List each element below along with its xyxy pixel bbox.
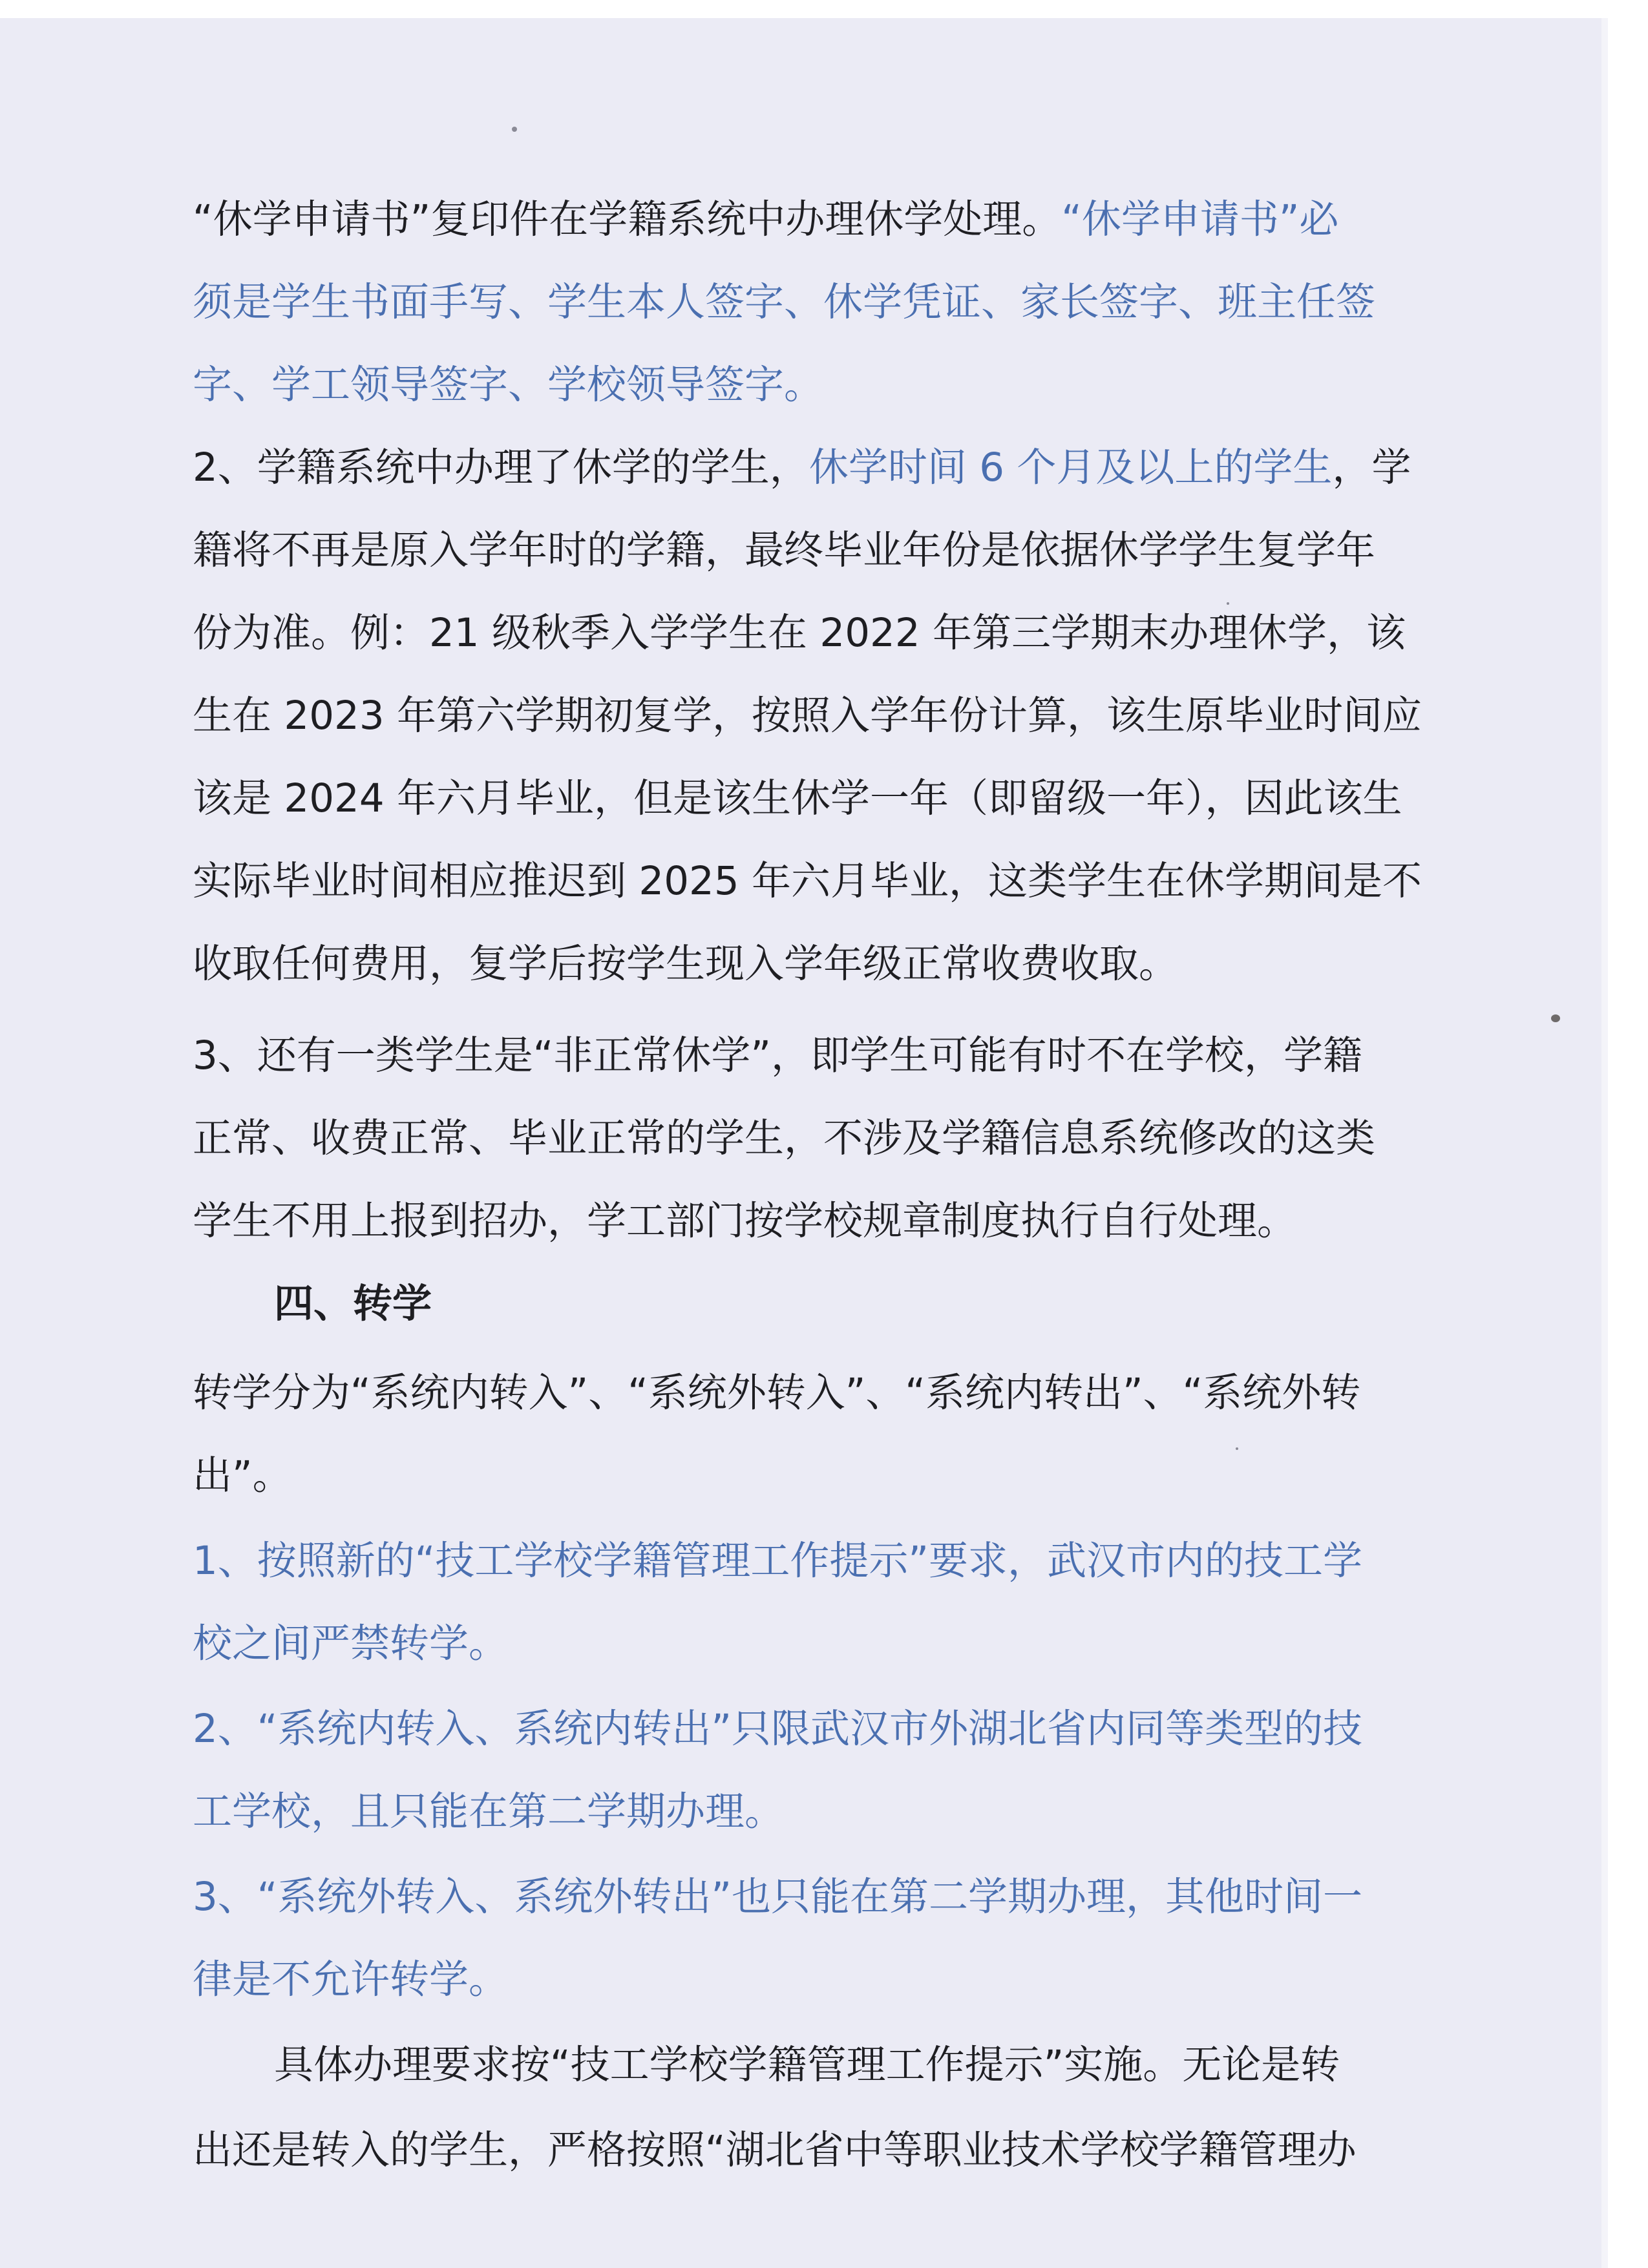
text-line-10	[193, 938, 1178, 990]
text-segment-highlight: 工学校，且只能在第二学期办理。	[193, 1789, 785, 1834]
text-line-20	[193, 1786, 784, 1838]
text-segment: 转学分为“系统内转入”、“系统外转入”、“系统内转出”、“系统外转	[193, 1370, 1361, 1416]
text-segment: 收取任何费用，复学后按学生现入学年级正常收费收取。	[193, 941, 1179, 987]
text-segment: 正常、收费正常、毕业正常的学生，不涉及学籍信息系统修改的这类	[193, 1115, 1376, 1161]
heading-text: 四、转学	[274, 1281, 432, 1327]
text-line-1	[193, 194, 1338, 246]
text-segment: 2、学籍系统中办理了休学的学生，	[193, 445, 809, 490]
scan-speck	[512, 127, 517, 132]
text-line-12	[193, 1113, 1375, 1164]
scan-speck	[1551, 1014, 1560, 1022]
text-segment-highlight: 休学时间 6 个月及以上的学生	[808, 445, 1333, 490]
text-segment-highlight: 律是不允许转学。	[193, 1957, 509, 2002]
text-segment-highlight: 3、“系统外转入、系统外转出”也只能在第二学期办理，其他时间一	[193, 1874, 1363, 1920]
text-segment: 生在 2023 年第六学期初复学，按照入学年份计算，该生原毕业时间应	[193, 693, 1422, 739]
text-segment: 学生不用上报到招办，学工部门按学校规章制度执行自行处理。	[193, 1198, 1297, 1244]
text-line-4	[193, 442, 1411, 494]
text-segment-highlight: 校之间严禁转学。	[193, 1621, 509, 1666]
text-segment: 该是 2024 年六月毕业，但是该生休学一年（即留级一年），因此该生	[193, 775, 1402, 821]
text-line-13	[193, 1195, 1296, 1247]
text-segment-highlight: 字、学工领导签字、学校领导签字。	[193, 362, 824, 408]
text-line-23	[274, 2039, 1340, 2091]
text-segment: 出还是转入的学生，严格按照“湖北省中等职业技术学校学籍管理办	[193, 2127, 1357, 2173]
text-segment: 实际毕业时间相应推迟到 2025 年六月毕业，这类学生在休学期间是不	[193, 858, 1422, 904]
text-line-22	[193, 1954, 508, 2006]
text-line-15	[193, 1367, 1360, 1419]
text-segment-highlight: “休学申请书”必	[1061, 196, 1339, 242]
text-segment: 具体办理要求按“技工学校学籍管理工作提示”实施。无论是转	[274, 2042, 1340, 2088]
text-line-3	[193, 359, 823, 411]
text-segment: 3、还有一类学生是“非正常休学”，即学生可能有时不在学校，学籍	[193, 1033, 1363, 1078]
text-line-7	[193, 690, 1422, 742]
section-heading	[274, 1278, 432, 1330]
text-line-9	[193, 856, 1422, 907]
text-line-19	[193, 1703, 1362, 1755]
text-segment: 出”。	[193, 1453, 292, 1498]
scan-speck	[1236, 1447, 1238, 1450]
text-segment: 籍将不再是原入学年时的学籍，最终毕业年份是依据休学学生复学年	[193, 527, 1376, 573]
text-segment: “休学申请书”复印件在学籍系统中办理休学处理。	[193, 196, 1062, 242]
text-line-8	[193, 773, 1402, 824]
text-line-17	[193, 1535, 1362, 1587]
text-line-2	[193, 277, 1375, 328]
paper-edge	[1601, 18, 1608, 2268]
text-line-24	[193, 2125, 1357, 2176]
text-segment-highlight: 2、“系统内转入、系统内转出”只限武汉市外湖北省内同等类型的技	[193, 1706, 1363, 1752]
text-line-21	[193, 1871, 1362, 1923]
text-line-6	[193, 607, 1406, 659]
text-line-5	[193, 525, 1375, 576]
text-line-18	[193, 1618, 508, 1670]
text-segment: ，学	[1332, 445, 1411, 490]
text-segment-highlight: 须是学生书面手写、学生本人签字、休学凭证、家长签字、班主任签	[193, 279, 1376, 325]
scan-speck	[1227, 602, 1229, 605]
text-segment-highlight: 1、按照新的“技工学校学籍管理工作提示”要求，武汉市内的技工学	[193, 1538, 1363, 1584]
text-line-16	[193, 1450, 292, 1502]
text-line-11	[193, 1030, 1362, 1082]
text-segment: 份为准。例：21 级秋季入学学生在 2022 年第三学期末办理休学，该	[193, 610, 1406, 656]
